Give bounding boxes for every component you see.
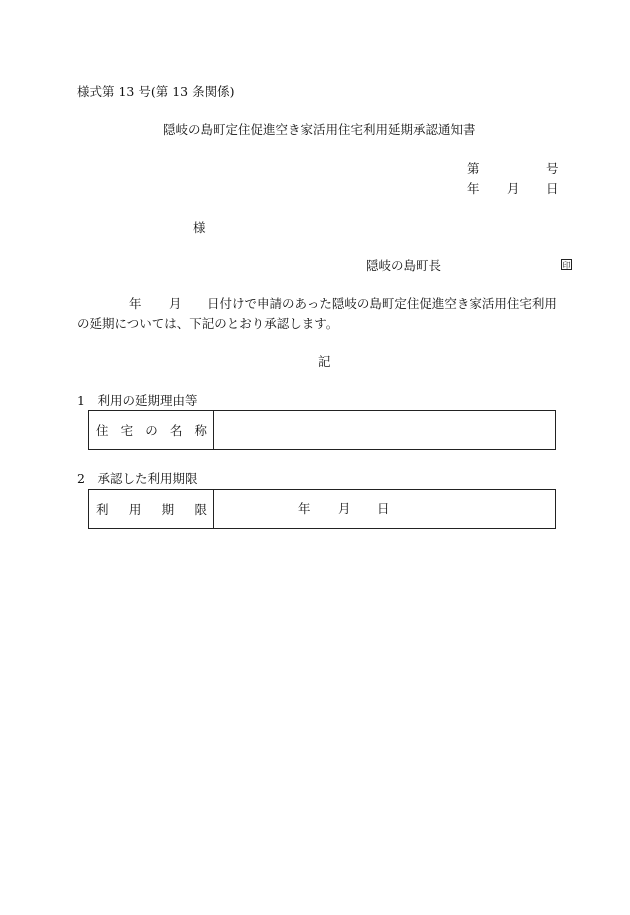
section1-value-cell bbox=[214, 411, 556, 450]
deadline-year: 年 bbox=[298, 501, 311, 516]
label-char: の bbox=[145, 423, 158, 438]
label-char: 称 bbox=[194, 423, 207, 438]
label-char: 利 bbox=[96, 502, 109, 517]
section1-table bbox=[88, 410, 556, 450]
section2-table bbox=[88, 489, 556, 529]
body-line2: の延期については、下記のとおり承認します。 bbox=[77, 316, 339, 331]
section2-label-cell bbox=[89, 490, 214, 529]
form-number: 様式第 13 号(第 13 条関係) bbox=[77, 84, 235, 99]
section1-label-cell bbox=[89, 411, 214, 450]
ki-heading: 記 bbox=[318, 354, 331, 369]
document-title: 隠岐の島町定住促進空き家活用住宅利用延期承認通知書 bbox=[163, 122, 476, 137]
section2-value-cell bbox=[214, 490, 556, 529]
seal-mark: 印 bbox=[562, 261, 571, 270]
body-year: 年 bbox=[129, 296, 142, 311]
label-char: 限 bbox=[194, 502, 207, 517]
addressee-suffix: 様 bbox=[193, 220, 206, 235]
label-char: 住 bbox=[96, 423, 109, 438]
date-year: 年 bbox=[467, 181, 480, 196]
body-line1: 日付けで申請のあった隠岐の島町定住促進空き家活用住宅利用 bbox=[207, 296, 557, 311]
issuer-name: 隠岐の島町長 bbox=[366, 258, 442, 273]
label-char: 宅 bbox=[120, 423, 134, 438]
section1-heading: 1 利用の延期理由等 bbox=[77, 393, 198, 408]
label-char: 用 bbox=[128, 502, 142, 517]
section2-label bbox=[89, 500, 213, 518]
date-month: 月 bbox=[507, 181, 520, 196]
body-month: 月 bbox=[169, 296, 182, 311]
section2-heading: 2 承認した利用期限 bbox=[77, 471, 198, 486]
number-prefix: 第 bbox=[467, 161, 480, 176]
deadline-month: 月 bbox=[338, 501, 351, 516]
label-char: 期 bbox=[161, 502, 175, 517]
section1-label bbox=[89, 421, 213, 439]
date-day: 日 bbox=[546, 181, 559, 196]
number-suffix: 号 bbox=[546, 161, 559, 176]
label-char: 名 bbox=[169, 423, 183, 438]
deadline-day: 日 bbox=[377, 501, 390, 516]
